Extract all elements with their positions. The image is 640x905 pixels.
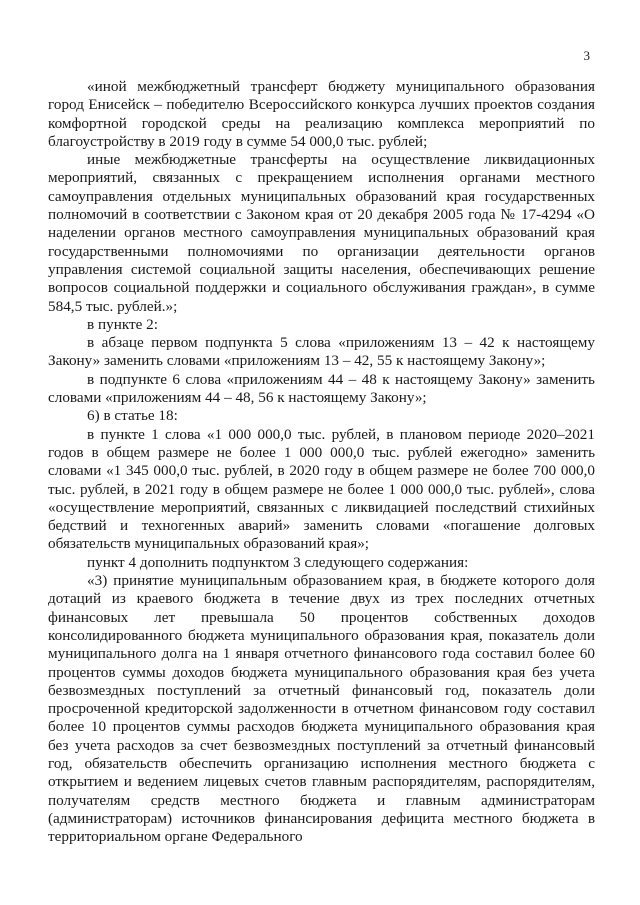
paragraph-item-4-addition: пункт 4 дополнить подпунктом 3 следующего содержания:	[87, 553, 469, 571]
paragraph-subitem-3-content: «3) принятие муниципальным образованием края, в бюджете которого доля дотаций из краевого бюджета в течение двух из трех последних отчетных финансовых лет превышала 50 процентов собственных доходов консолидированного бюджета муниципального образования края, показатель доли муниципального долга на 1 января отчетного финансового года составил более 60 процентов суммы доходов бюджета муниципального образования края без учета безвозмездных поступлений за отчетный финансовый год, показатель доли просроченной кредиторской задолженности в отчетном финансовом году составил более 10 процентов суммы расходов бюджета муниципального образования края без учета расходов за счет безвозмездных поступлений за отчетный финансовый год, обязательств обеспечить организацию исполнения местного бюджета с открытием и ведением лицевых счетов главным распорядителям, распорядителям, получателям средств местного бюджета и главным администраторам (администраторам) источников финансирования дефицита местного бюджета в территориальном органе Федерального	[48, 572, 595, 846]
paragraph-subitem-6: в подпункте 6 слова «приложениям 44 – 48 к настоящему Закону» заменить словами «приложениям 44 – 48, 56 к настоящему Закону»;	[48, 370, 595, 407]
paragraph-article-18-heading: 6) в статье 18:	[87, 407, 178, 425]
paragraph-subitem-5: в абзаце первом подпункта 5 слова «приложениям 13 – 42 к настоящему Закону» заменить словами «приложениям 13 – 42, 55 к настоящему Закону»;	[48, 334, 595, 370]
paragraph-liquidation-transfers: иные межбюджетные трансферты на осуществление ликвидационных мероприятий, связанных с прекращением исполнения органами местного самоуправления отдельных муниципальных образований края государственных полномочий в соответствии с Законом края от 20 декабря 2005 года № 17-4294 «О наделении органов местного самоуправления муниципальных образований края государственными полномочиями по организации деятельности органов управления системой социальной защиты населения, обеспечивающих решение вопросов социальной поддержки и социального обслуживания граждан», в сумме 584,5 тыс. рублей.»;	[48, 151, 595, 315]
paragraph-item-2-heading: в пункте 2:	[87, 315, 158, 333]
paragraph-item-1-amendment: в пункте 1 слова «1 000 000,0 тыс. рублей, в плановом периоде 2020–2021 годов в общем размере не более 1 000 000,0 тыс. рублей ежегодно» заменить словами «1 345 000,0 тыс. рублей, в 2020 году в общем размере не более 700 000,0 тыс. рублей, в 2021 году в общем размере не более 1 000 000,0 тыс. рублей», слова «осуществление мероприятий, связанных с ликвидацией последствий стихийных бедствий и техногенных аварий» заменить словами «погашение долговых обязательств муниципальных образований края»;	[48, 425, 595, 553]
document-body	[48, 78, 595, 846]
page-number: 3	[583, 48, 590, 63]
paragraph-transfer-eniseysk: «иной межбюджетный трансферт бюджету муниципального образования город Енисейск – победителю Всероссийского конкурса лучших проектов создания комфортной городской среды на реализацию комплекса мероприятий по благоустройству в 2019 году в сумме 54 000,0 тыс. рублей;	[48, 78, 595, 150]
